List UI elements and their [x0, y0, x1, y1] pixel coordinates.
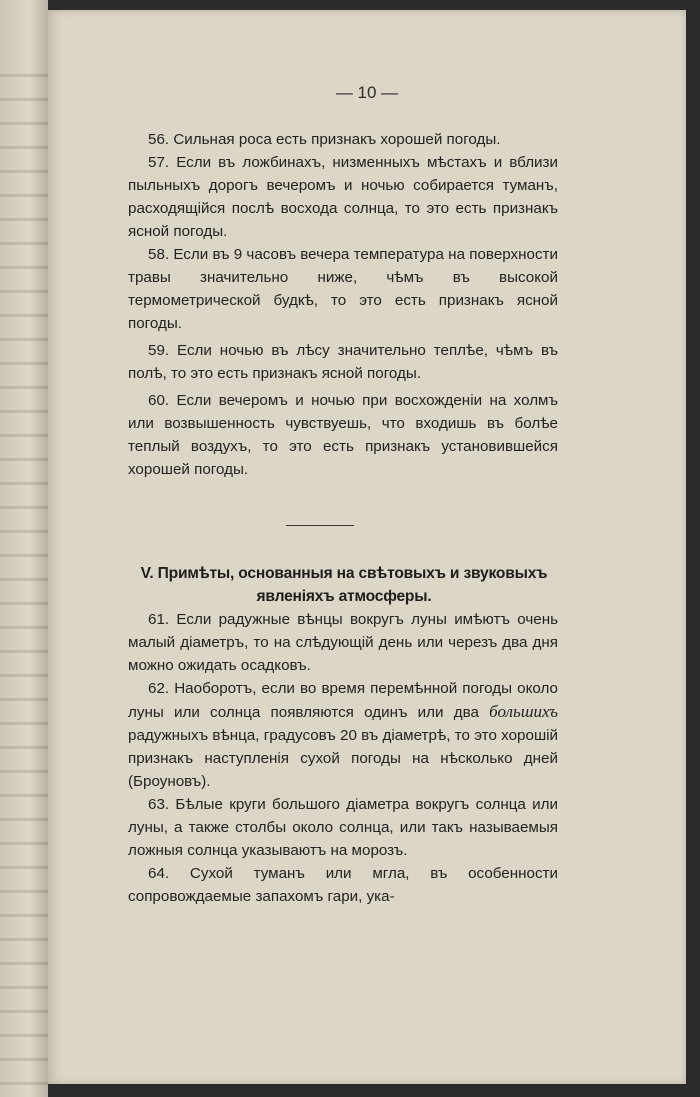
- paragraph-62-start: 62. Наоборотъ, если во время перемѣнной погоды около луны или солнца появляются одинъ или два: [128, 680, 558, 721]
- paragraph-58: 58. Если въ 9 часовъ вечера температура на поверхности травы значительно ниже, чѣмъ въ высокой термометрической будкѣ, то это есть признакъ ясной погоды.: [128, 246, 558, 332]
- section-heading: V. Примѣты, основанныя на свѣтовыхъ и звуковыхъ явленіяхъ атмосферы.: [140, 565, 548, 605]
- paragraph-64: 64. Сухой туманъ или мгла, въ особенности сопровождаемые запахомъ гари, ука-: [128, 865, 558, 905]
- paragraph-62: [128, 677, 558, 793]
- paragraph-62-emphasis: большихъ: [489, 702, 558, 721]
- paragraph-59: 59. Если ночью въ лѣсу значительно теплѣе, чѣмъ въ полѣ, то это есть признакъ ясной погоды.: [128, 342, 558, 382]
- paragraph-57: 57. Если въ ложбинахъ, низменныхъ мѣстахъ и вблизи пыльныхъ дорогъ вечеромъ и ночью собирается туманъ, расходящійся послѣ восхода солнца, то это есть признакъ ясной погоды.: [128, 154, 558, 240]
- page-number: — 10 —: [335, 83, 399, 102]
- paragraph-61: 61. Если радужные вѣнцы вокругъ луны имѣютъ очень малый діаметръ, то на слѣдующій день или черезъ два дня можно ожидать осадковъ.: [128, 611, 558, 674]
- section-divider: [286, 525, 354, 526]
- facing-page-edge: [0, 0, 48, 1097]
- section-one-text: [128, 128, 558, 481]
- paragraph-56: 56. Сильная роса есть признакъ хорошей погоды.: [148, 131, 501, 148]
- facing-page-text-ghost: [0, 60, 48, 1097]
- paragraph-62-end: радужныхъ вѣнца, градусовъ 20 въ діаметрѣ, то это хорошій признакъ наступленія сухой погоды на нѣсколько дней (Броуновъ).: [128, 727, 558, 790]
- section-two-text: [128, 608, 558, 908]
- paragraph-60: 60. Если вечеромъ и ночью при восхожденіи на холмъ или возвышенность чувствуешь, что входишь въ болѣе теплый воздухъ, то это есть признакъ установившейся хорошей погоды.: [128, 392, 558, 478]
- book-page: [48, 10, 686, 1084]
- paragraph-63: 63. Бѣлые круги большого діаметра вокругъ солнца или луны, а также столбы около солнца, или такъ называемыя ложныя солнца указываютъ на морозъ.: [128, 796, 558, 859]
